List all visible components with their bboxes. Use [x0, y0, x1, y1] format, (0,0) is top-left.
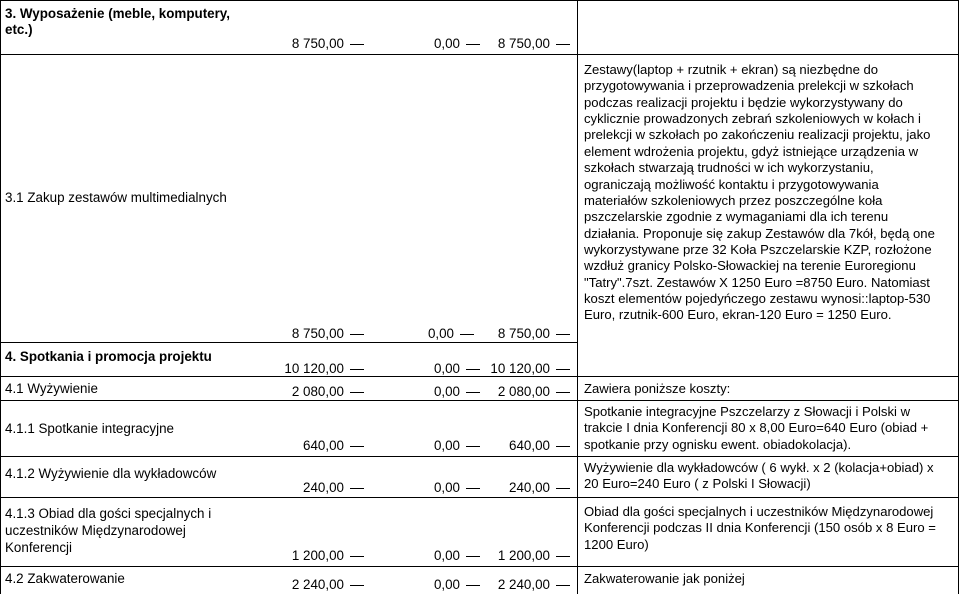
amount-c: 1 200,00: [466, 548, 570, 563]
euro-sign-icon: [556, 44, 570, 45]
row-name-4: 4. Spotkania i promocja projektu: [5, 349, 212, 364]
amount-b: 0,00: [376, 361, 480, 376]
row-name-4-1-1: 4.1.1 Spotkanie integracyjne: [5, 421, 174, 436]
amount-a: 640,00: [260, 438, 364, 453]
amount-b: 0,00: [376, 384, 480, 399]
grid-line: [0, 566, 959, 567]
row-name-3-1: 3.1 Zakup zestawów multimedialnych: [5, 190, 227, 205]
euro-sign-icon: [556, 585, 570, 586]
euro-sign-icon: [556, 446, 570, 447]
row-name-4-1-3-line1: 4.1.3 Obiad dla gości specjalnych i: [5, 506, 212, 521]
grid-line: [0, 0, 1, 594]
euro-sign-icon: [556, 392, 570, 393]
amount-b: 0,00: [370, 326, 474, 341]
description-3-1: Zestawy(laptop + rzutnik + ekran) są niezbędne do przygotowywania i przeprowadzenia prelekcji w szkołach podczas realizacji projektu i będzie wykorzystywany do cyklicznie prowadzonych zebrań szkoleniowych w kołach i prelekcji w szkołach po zakończeniu realizacji projektu, jako element wdrożenia projektu, gdyż istniejące urządzenia w szkołach stwarzają trudności w ich wykorzystaniu, ograniczają możliwość kontaktu i przygotowywania materiałów szkoleniowych przez poszczególne koła pszczelarskie zgodnie z wymaganiami dla ich terenu działania. Proponuje się zakup Zestawów dla 7kół, będą one wykorzystywane prze 32 Koła Pszczelarskie KZP, rozłożone wzdłuż granicy Polsko-Słowackiej na terenie Euroregionu "Tatry".7szt. Zestawów X 1250 Euro =8750 Euro. Natomiast koszt elementów pojedyńczego zestawu wynosi::laptop-530 Euro, rzutnik-600 Euro, ekran-120 Euro = 1250 Euro.: [584, 62, 935, 323]
grid-line: [0, 0, 959, 1]
amount-a: 8 750,00: [260, 36, 364, 51]
euro-sign-icon: [350, 369, 364, 370]
description-4-1-3: Obiad dla gości specjalnych i uczestników Międzynarodowej Konferencji podczas II dnia Konferencji (150 osób x 8 Euro = 1200 Euro): [584, 504, 936, 552]
amount-c: 640,00: [466, 438, 570, 453]
euro-sign-icon: [350, 44, 364, 45]
euro-sign-icon: [350, 392, 364, 393]
amount-a: 2 080,00: [260, 384, 364, 399]
euro-sign-icon: [350, 585, 364, 586]
description-4-1-2: Wyżywienie dla wykładowców ( 6 wykł. x 2 (kolacja+obiad) x 20 Euro=240 Euro ( z Polski I Słowacji): [584, 460, 934, 492]
grid-line: [0, 497, 959, 498]
row-name-3-line1: 3. Wyposażenie (meble, komputery,: [5, 6, 230, 21]
amount-a: 1 200,00: [260, 548, 364, 563]
euro-sign-icon: [350, 556, 364, 557]
grid-line: [0, 54, 959, 55]
row-name-4-1-2: 4.1.2 Wyżywienie dla wykładowców: [5, 466, 217, 481]
euro-sign-icon: [556, 334, 570, 335]
amount-b: 0,00: [376, 438, 480, 453]
amount-b: 0,00: [376, 548, 480, 563]
description-4-1: Zawiera poniższe koszty:: [584, 381, 731, 396]
row-name-4-2: 4.2 Zakwaterowanie: [5, 571, 125, 586]
description-4-2: Zakwaterowanie jak poniżej: [584, 571, 745, 586]
euro-sign-icon: [556, 488, 570, 489]
row-name-4-1-3-line2: uczestników Międzynarodowej: [5, 523, 186, 538]
row-name-4-1-3-line3: Konferencji: [5, 540, 72, 555]
amount-c: 2 080,00: [466, 384, 570, 399]
row-name-3-line2: etc.): [5, 22, 33, 37]
amount-c: 2 240,00: [466, 577, 570, 592]
amount-c: 8 750,00: [466, 36, 570, 51]
description-4-1-1: Spotkanie integracyjne Pszczelarzy z Słowacji i Polski w trakcie I dnia Konferencji 80 x 8,00 Euro=640 Euro (obiad + spotkanie przy ognisku ewent. obiadokolacja).: [584, 404, 929, 452]
amount-c: 240,00: [466, 480, 570, 495]
amount-a: 2 240,00: [260, 577, 364, 592]
grid-line: [0, 400, 959, 401]
amount-a: 10 120,00: [260, 361, 364, 376]
euro-sign-icon: [556, 369, 570, 370]
row-name-4-1: 4.1 Wyżywienie: [5, 381, 98, 396]
euro-sign-icon: [350, 446, 364, 447]
euro-sign-icon: [350, 488, 364, 489]
amount-a: 8 750,00: [260, 326, 364, 341]
amount-c: 10 120,00: [466, 361, 570, 376]
euro-sign-icon: [350, 334, 364, 335]
amount-c: 8 750,00: [466, 326, 570, 341]
grid-line: [577, 0, 578, 594]
grid-line: [0, 342, 577, 343]
amount-b: 0,00: [376, 36, 480, 51]
euro-sign-icon: [556, 556, 570, 557]
amount-b: 0,00: [376, 577, 480, 592]
amount-a: 240,00: [260, 480, 364, 495]
amount-b: 0,00: [376, 480, 480, 495]
grid-line: [0, 456, 959, 457]
